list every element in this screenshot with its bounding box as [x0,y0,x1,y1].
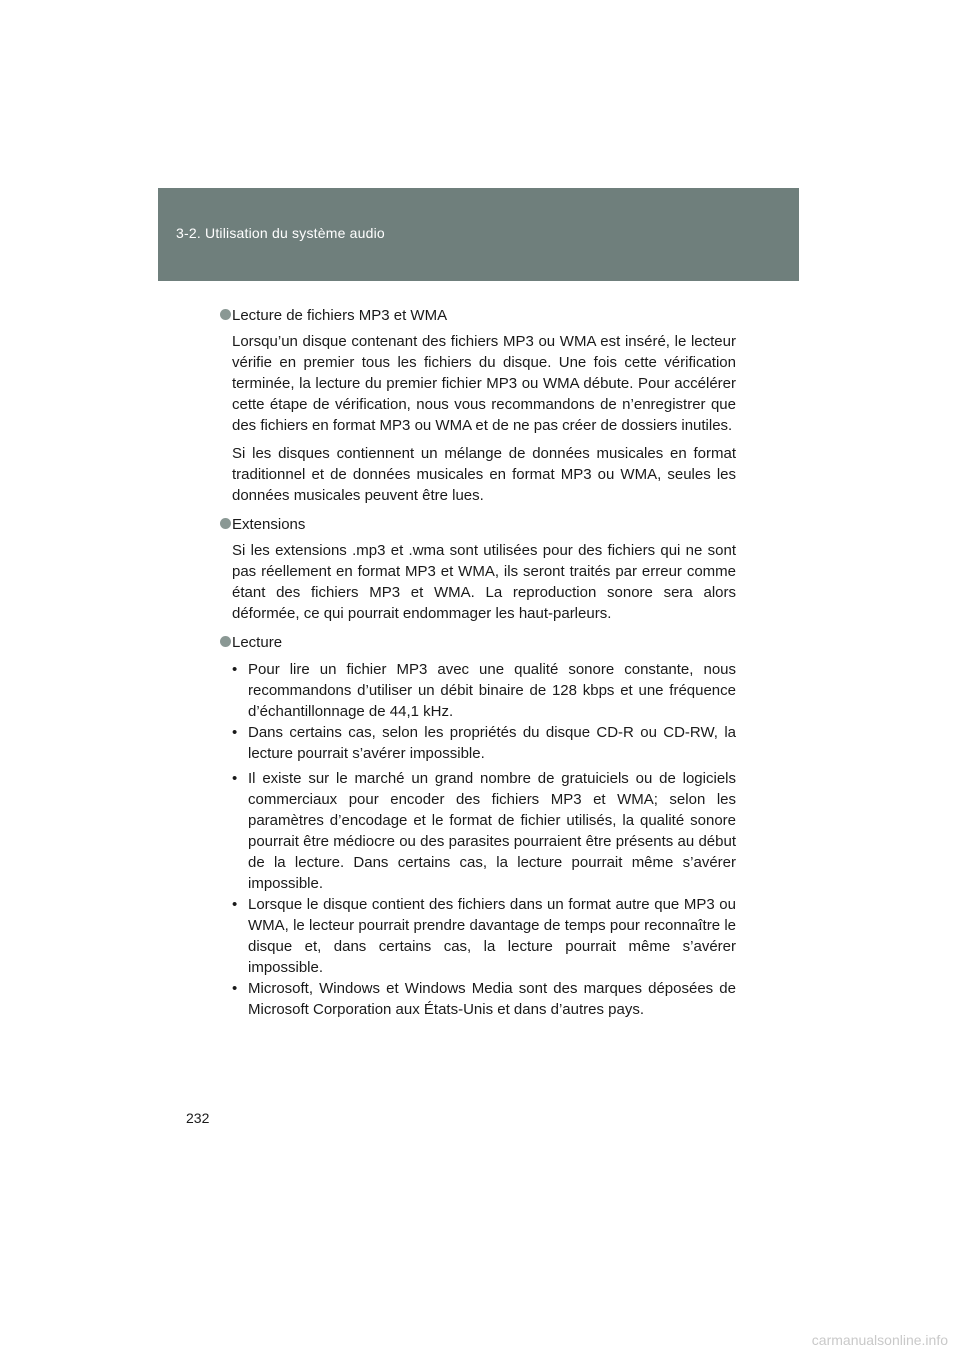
list-item-text: Lorsque le disque contient des fichiers dans un format autre que MP3 ou WMA, le lecteur pourrait prendre davantage de temps pour reconnaître le disque et, dans certains cas, la lecture pourrait même s’avérer impossible. [248,896,736,976]
bullet-dot-icon [220,309,231,320]
list-item-text: Microsoft, Windows et Windows Media sont des marques déposées de Microsoft Corporation aux États-Unis et dans d’autres pays. [248,980,736,1018]
bullet-dot-icon [220,518,231,529]
watermark: carmanualsonline.info [811,1332,948,1348]
list-item [232,978,736,1020]
list-item [232,894,736,978]
paragraph: Lorsqu’un disque contenant des fichiers MP3 ou WMA est inséré, le lecteur vérifie en premier tous les fichiers du disque. Une fois cette vérification terminée, la lecture du premier fichier MP3 ou WMA débute. Pour accélérer cette étape de vérification, nous vous recommandons de n’enregistrer que des fichiers en format MP3 ou WMA et de ne pas créer de dossiers inutiles. [232,333,736,434]
list-bullet: • [232,896,238,913]
list-item-text: Dans certains cas, selon les propriétés du disque CD-R ou CD-RW, la lecture pourrait s’avérer impossible. [248,724,736,762]
list-bullet: • [232,980,238,997]
bullet-list [232,659,736,1020]
section-header-band [158,188,799,281]
section-heading-lecture [222,632,736,653]
list-item [232,768,736,894]
paragraph: Si les disques contiennent un mélange de données musicales en format traditionnel et de données musicales en format MP3 ou WMA, seules les données musicales peuvent être lues. [232,445,736,504]
page-number: 232 [186,1110,210,1126]
section-title: 3-2. Utilisation du système audio [176,225,385,241]
paragraph: Si les extensions .mp3 et .wma sont utilisées pour des fichiers qui ne sont pas réellement en format MP3 et WMA, ils seront traités par erreur comme étant des fichiers MP3 et WMA. La reproduction sonore sera alors déformée, ce qui pourrait endommager les haut-parleurs. [232,542,736,622]
section-heading-text: Lecture de fichiers MP3 et WMA [232,307,448,324]
section-heading-mp3-wma [222,305,736,326]
bullet-dot-icon [220,636,231,647]
list-item-text: Il existe sur le marché un grand nombre de gratuiciels ou de logiciels commerciaux pour encoder des fichiers MP3 et WMA; selon les paramètres d’encodage et le format de fichier utilisés, la qualité sonore pourrait être médiocre ou des parasites pourraient être présents au début de la lecture. Dans certains cas, la lecture pourrait même s’avérer impossible. [248,770,736,892]
section-heading-text: Lecture [232,634,283,651]
list-item [232,722,736,764]
list-bullet: • [232,661,238,678]
list-bullet: • [232,770,238,787]
list-item-text: Pour lire un fichier MP3 avec une qualité sonore constante, nous recommandons d’utiliser un débit binaire de 128 kbps et une fréquence d’échantillonnage de 44,1 kHz. [248,661,736,720]
section-heading-extensions [222,514,736,535]
page-content [222,305,736,1020]
list-item [232,659,736,722]
section-heading-text: Extensions [232,516,306,533]
list-bullet: • [232,724,238,741]
